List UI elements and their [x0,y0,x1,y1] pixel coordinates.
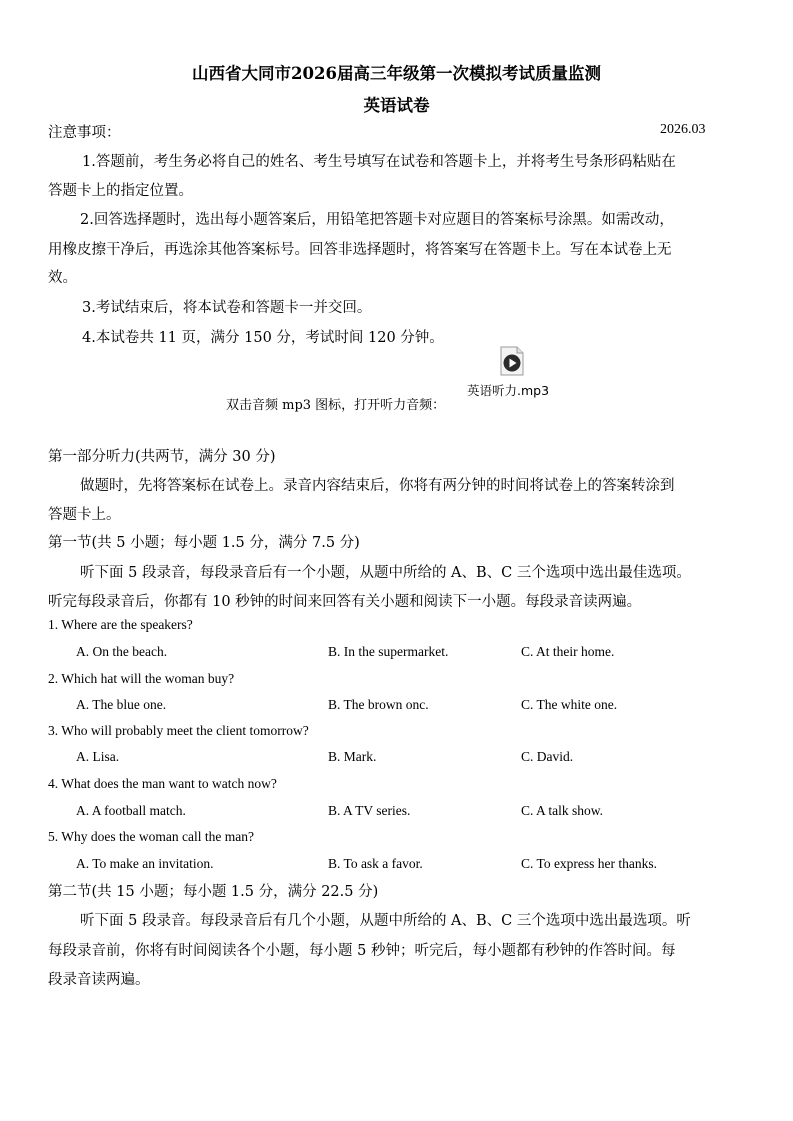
question-1: 1. Where are the speakers? [48,617,193,632]
exam-title: 山西省大同市2026届高三年级第一次模拟考试质量监测 [192,64,601,83]
notice-label: 注意事项： [48,125,121,141]
audio-play-icon[interactable] [500,346,524,376]
question-2-option-b: B. The brown onc. [328,697,429,712]
question-4-option-c: C. A talk show. [521,803,604,818]
notice-item-2-line-1: 2.回答选择题时，选出每小题答案后，用铅笔把答题卡对应题目的答案标号涂黑。如需改动， [80,212,674,228]
notice-item-2-line-2: 用橡皮擦干净后，再选涂其他答案标号。回答非选择题时，将答案写在答题卡上。写在本试卷上无 [48,242,672,258]
question-4-option-b: B. A TV series. [328,803,411,818]
question-4-option-a: A. A football match. [76,803,186,818]
part1-intro-line-1: 做题时，先将答案标在试卷上。录音内容结束后，你将有两分钟的时间将试卷上的答案转涂到 [80,478,675,494]
question-5-option-b: B. To ask a favor. [328,856,423,871]
section2-intro-line-2: 每段录音前，你将有时间阅读各个小题，每小题 5 秒钟；听完后，每小题都有秒钟的作答时间。每 [48,943,676,959]
notice-item-2-line-3: 效。 [48,270,77,286]
question-3-option-c: C. David. [521,749,574,764]
question-3-option-a: A. Lisa. [76,749,120,764]
question-5-option-a: A. To make an invitation. [76,856,214,871]
question-2-option-c: C. The white one. [521,697,618,712]
notice-item-1-line-2: 答题卡上的指定位置。 [48,183,193,199]
question-5-option-c: C. To express her thanks. [521,856,658,871]
audio-prompt: 双击音频 mp3 图标，打开听力音频： [226,398,446,413]
question-4: 4. What does the man want to watch now? [48,776,277,791]
part1-intro-line-2: 答题卡上。 [48,507,121,523]
section2-heading: 第二节(共 15 小题；每小题 1.5 分，满分 22.5 分) [48,884,379,900]
question-1-option-c: C. At their home. [521,644,615,659]
notice-item-3: 3.考试结束后，将本试卷和答题卡一并交回。 [82,300,372,316]
question-3-option-b: B. Mark. [328,749,377,764]
exam-subtitle: 英语试卷 [363,96,430,115]
section2-intro-line-3: 段录音读两遍。 [48,972,150,988]
question-3: 3. Who will probably meet the client tomorrow? [48,723,309,738]
notice-item-1-line-1: 1.答题前，考生务必将自己的姓名、考生号填写在试卷和答题卡上，并将考生号条形码粘贴在 [82,154,676,170]
question-5: 5. Why does the woman call the man? [48,829,254,844]
question-2: 2. Which hat will the woman buy? [48,671,235,686]
section1-heading: 第一节(共 5 小题；每小题 1.5 分，满分 7.5 分) [48,535,360,551]
part1-heading: 第一部分听力(共两节，满分 30 分) [48,449,276,465]
notice-item-4: 4.本试卷共 11 页，满分 150 分，考试时间 120 分钟。 [82,330,444,346]
audio-file-name[interactable]: 英语听力.mp3 [467,383,550,398]
question-2-option-a: A. The blue one. [76,697,167,712]
question-1-option-b: B. In the supermarket. [328,644,449,659]
exam-date: 2026.03 [660,122,706,137]
question-1-option-a: A. On the beach. [76,644,168,659]
section2-intro-line-1: 听下面 5 段录音。每段录音后有几个小题，从题中所给的 A、B、C 三个选项中选出最选项。听 [80,913,691,929]
section1-intro-line-2: 听完每段录音后，你都有 10 秒钟的时间来回答有关小题和阅读下一小题。每段录音读两遍。 [48,594,642,610]
section1-intro-line-1: 听下面 5 段录音，每段录音后有一个小题，从题中所给的 A、B、C 三个选项中选出最佳选项。 [80,565,691,581]
